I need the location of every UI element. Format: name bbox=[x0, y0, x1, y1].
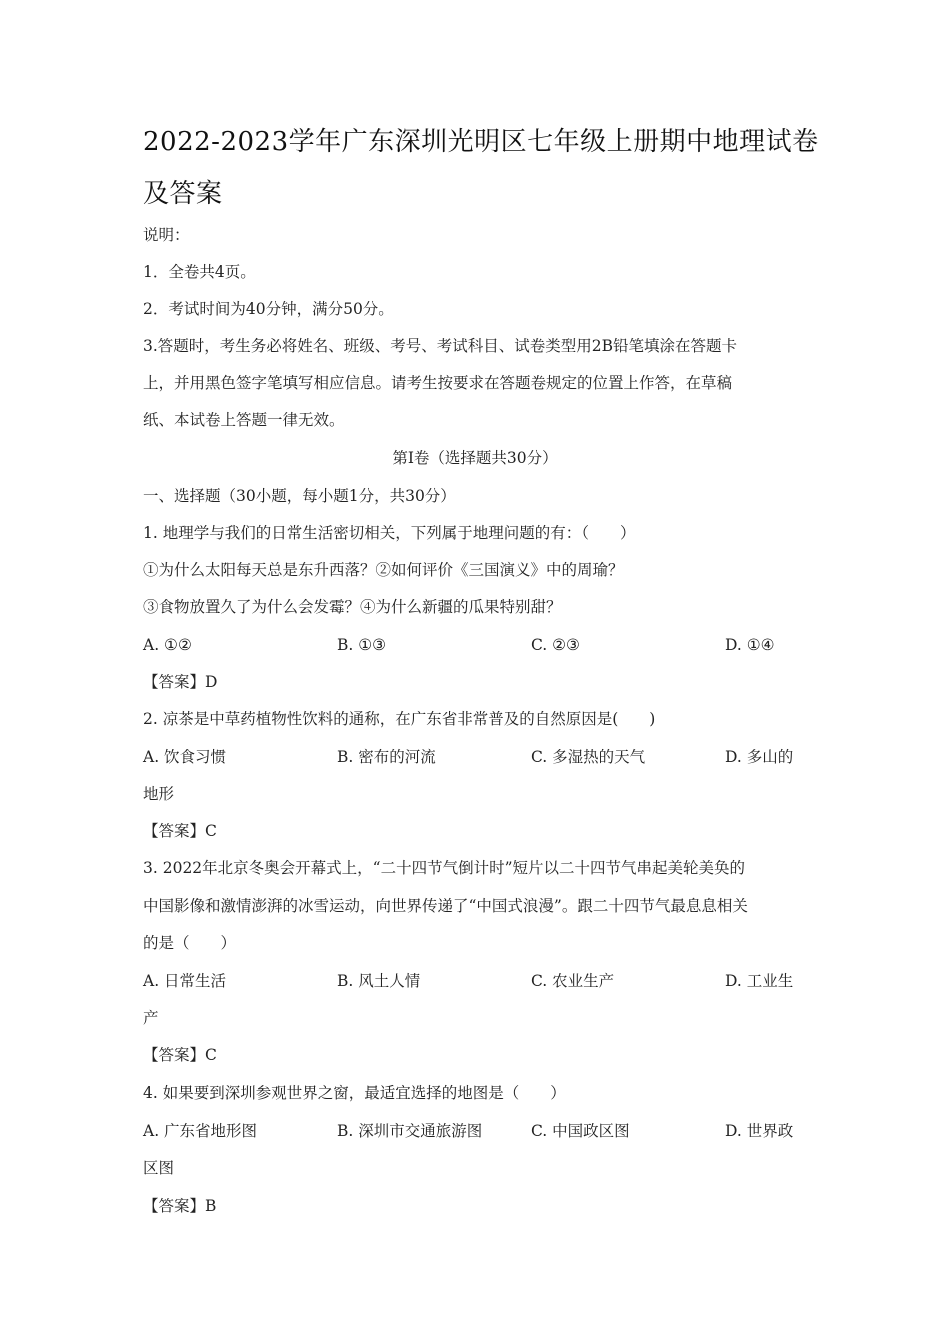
question-2-answer: 【答案】C bbox=[143, 822, 217, 840]
question-2-option-d: D. 多山的 bbox=[725, 748, 794, 766]
question-1-option-b: B. ①③ bbox=[337, 636, 387, 654]
question-3-stem-line-1: 3. 2022年北京冬奥会开幕式上，“二十四节气倒计时”短片以二十四节气串起美轮美奂的 bbox=[143, 859, 746, 877]
intro-label: 说明： bbox=[143, 226, 190, 244]
document-title: 2022-2023学年广东深圳光明区七年级上册期中地理试卷及答案 bbox=[143, 127, 819, 209]
question-4-option-c: C. 中国政区图 bbox=[531, 1122, 630, 1140]
question-4-option-d-wrap: 区图 bbox=[143, 1159, 175, 1177]
intro-item-3-line-3: 纸、本试卷上答题一律无效。 bbox=[143, 411, 345, 429]
question-3-option-a: A. 日常生活 bbox=[143, 972, 227, 990]
part-title: 一、选择题（30小题，每小题1分，共30分） bbox=[143, 487, 456, 505]
question-4-option-b: B. 深圳市交通旅游图 bbox=[337, 1122, 483, 1140]
question-4-option-d: D. 世界政 bbox=[725, 1122, 794, 1140]
question-1-stem: 1. 地理学与我们的日常生活密切相关，下列属于地理问题的有：（ ） bbox=[143, 524, 636, 542]
question-3-answer: 【答案】C bbox=[143, 1046, 217, 1064]
question-2-stem: 2. 凉茶是中草药植物性饮料的通称，在广东省非常普及的自然原因是( ) bbox=[143, 710, 656, 728]
question-1-option-c: C. ②③ bbox=[531, 636, 580, 654]
intro-item-3-line-2: 上，并用黑色签字笔填写相应信息。请考生按要求在答题卷规定的位置上作答，在草稿 bbox=[143, 374, 733, 392]
section-title: 第Ⅰ卷（选择题共30分） bbox=[392, 449, 558, 467]
question-3-stem-line-2: 中国影像和激情澎湃的冰雪运动，向世界传递了“中国式浪漫”。跟二十四节气最息息相关 bbox=[143, 897, 748, 915]
question-1-option-a: A. ①② bbox=[143, 636, 192, 654]
question-1-sub-1: ①为什么太阳每天总是东升西落？②如何评价《三国演义》中的周瑜？ bbox=[143, 561, 624, 579]
question-4-answer: 【答案】B bbox=[143, 1197, 217, 1215]
intro-item-3-line-1: 3.答题时，考生务必将姓名、班级、考号、考试科目、试卷类型用2B铅笔填涂在答题卡 bbox=[143, 337, 738, 355]
question-3-stem-line-3: 的是（ ） bbox=[143, 934, 237, 952]
question-3-option-d-wrap: 产 bbox=[143, 1009, 159, 1027]
question-4-stem: 4. 如果要到深圳参观世界之窗，最适宜选择的地图是（ ） bbox=[143, 1084, 566, 1102]
intro-item-2: 2．考试时间为40分钟，满分50分。 bbox=[143, 300, 394, 318]
question-4-option-a: A. 广东省地形图 bbox=[143, 1122, 258, 1140]
question-2-option-c: C. 多湿热的天气 bbox=[531, 748, 646, 766]
question-1-answer: 【答案】D bbox=[143, 673, 218, 691]
question-1-option-d: D. ①④ bbox=[725, 636, 775, 654]
question-2-option-d-wrap: 地形 bbox=[143, 785, 175, 803]
question-3-option-d: D. 工业生 bbox=[725, 972, 794, 990]
question-3-option-b: B. 风土人情 bbox=[337, 972, 421, 990]
intro-item-1: 1．全卷共4页。 bbox=[143, 263, 256, 281]
question-2-option-b: B. 密布的河流 bbox=[337, 748, 436, 766]
question-2-option-a: A. 饮食习惯 bbox=[143, 748, 227, 766]
question-3-option-c: C. 农业生产 bbox=[531, 972, 615, 990]
question-1-sub-2: ③食物放置久了为什么会发霉？④为什么新疆的瓜果特别甜？ bbox=[143, 598, 562, 616]
